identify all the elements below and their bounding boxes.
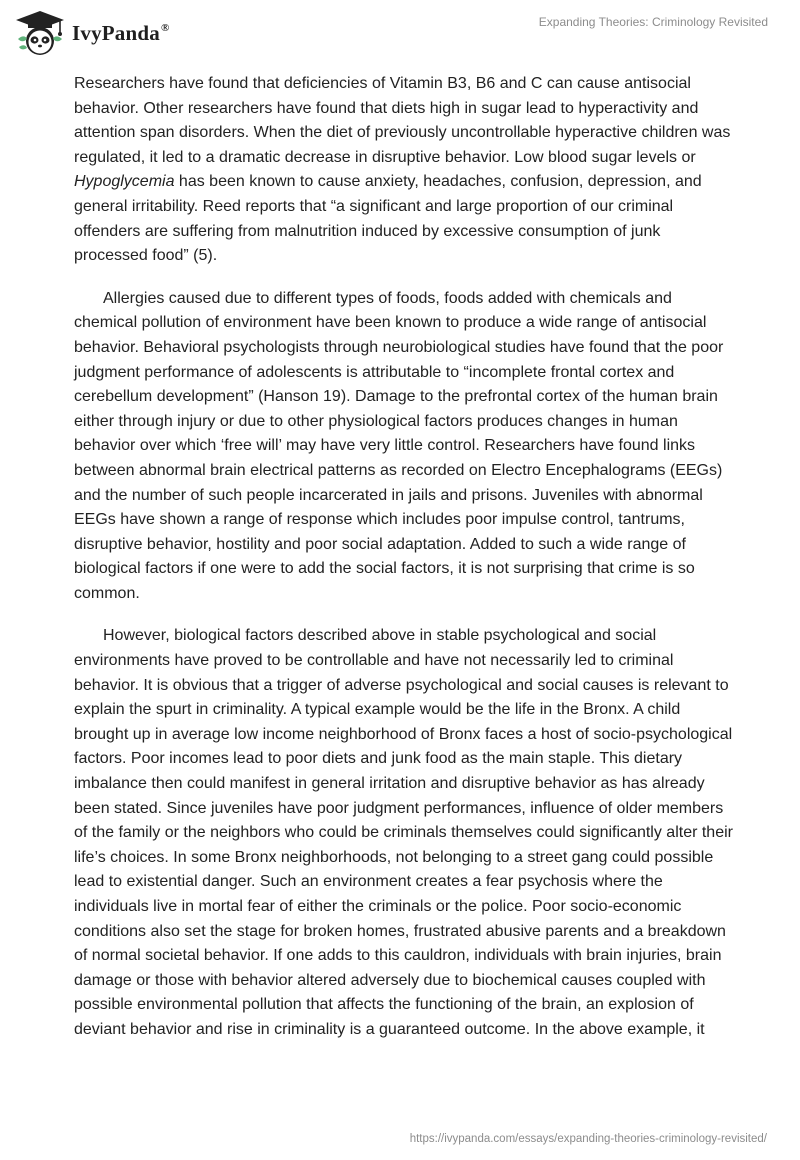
page-header xyxy=(0,0,800,70)
source-url[interactable]: https://ivypanda.com/essays/expanding-theories-criminology-revisited/ xyxy=(409,1133,767,1145)
ivypanda-logo[interactable] xyxy=(14,9,169,57)
paragraph-2: Allergies caused due to different types of foods, foods added with chemicals and chemical pollution of environment have been known to produce a wide range of antisocial behavior. Behavioral psychologists through neurobiological studies have found that the poor judgment performance of adolescents is attributable to “incomplete frontal cortex and cerebellum development” (Hanson 19). Damage to the prefrontal cortex of the human brain either through injury or due to other physiological factors produces changes in human behavior over which ‘free will’ may have very little control. Researchers have found links between abnormal brain electrical patterns as recorded on Electro Encephalograms (EEGs) and the number of such people incarcerated in jails and prisons. Juveniles with abnormal EEGs have shown a range of response which includes poor impulse control, tantrums, disruptive behavior, hostility and poor social adaptation. Added to such a wide range of biological factors if one were to add the social factors, it is not surprising that crime is so common. xyxy=(74,289,724,602)
panda-graduate-logo-icon xyxy=(14,9,66,57)
emphasis-hypoglycemia: Hypoglycemia xyxy=(74,173,175,191)
paragraph-3: However, biological factors described above in stable psychological and social environments have proved to be controllable and have not necessarily led to criminal behavior. It is obvious that a trigger of adverse psychological and social causes is relevant to explain the spurt in criminality. A typical example would be the life in the Bronx. A child brought up in average low income neighborhood of Bronx faces a host of socio-psychological factors. Poor incomes lead to poor diets and junk food as the main staple. This dietary imbalance then could manifest in general irritation and disruptive behavior as has already been stated. Since juveniles have poor judgment performances, influence of older members of the family or the neighbors who could be criminals themselves could significantly alter their life’s choices. In some Bronx neighborhoods, not belonging to a street gang could possible lead to existential danger. Such an environment creates a fear psychosis where the individuals live in mortal fear of either the criminals or the police. Poor socio-economic conditions also set the stage for broken homes, frustrated abusive parents and a breakdown of normal societal behavior. If one adds to this cauldron, individuals with brain injuries, brain damage or those with behavior altered adversely due to biochemical causes coupled with possible environmental pollution that affects the functioning of the brain, an explosion of deviant behavior and rise in criminality is a guaranteed outcome. In the above example, it xyxy=(74,627,733,1038)
registered-mark: ® xyxy=(160,21,170,34)
brand-name: IvyPanda® xyxy=(72,20,170,45)
essay-body xyxy=(74,72,734,1061)
document-title: Expanding Theories: Criminology Revisited xyxy=(538,15,768,29)
paragraph-1: Researchers have found that deficiencies of Vitamin B3, B6 and C can cause antisocial behavior. Other researchers have found that diets high in sugar lead to hyperactivity and attention span disorders. When the diet of previously uncontrollable hyperactive children was regulated, it led to a dramatic decrease in disruptive behavior. Low blood sugar levels or Hypoglycemia has been known to cause anxiety, headaches, confusion, depression, and general irritability. Reed reports that “a significant and large proportion of our criminal offenders are suffering from malnutrition induced by excessive consumption of junk processed food” (5). xyxy=(74,75,731,265)
